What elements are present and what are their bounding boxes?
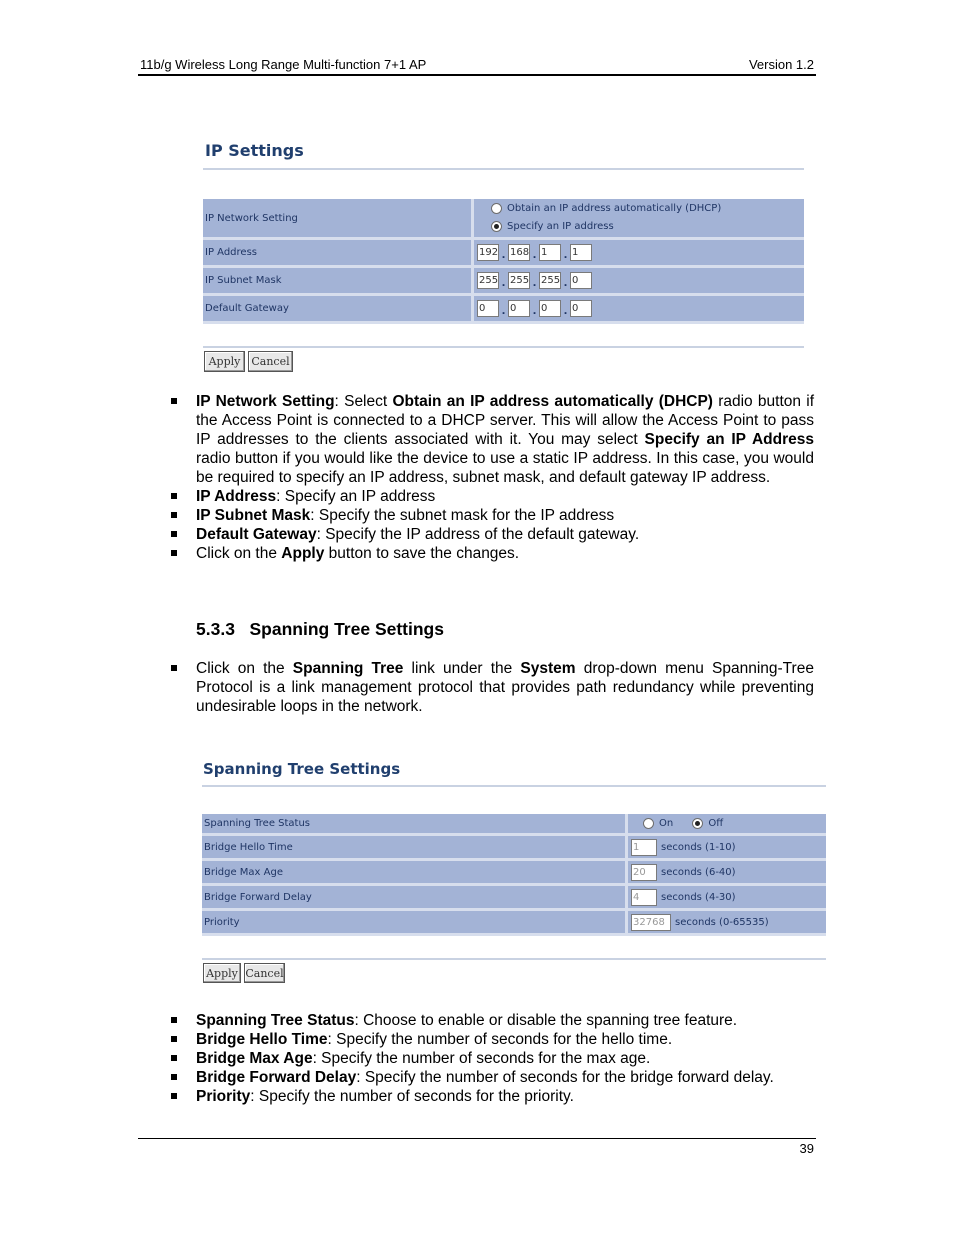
stp-settings-bullets bbox=[169, 1011, 814, 1106]
list-item: Default Gateway: Specify the IP address of the default gateway. bbox=[169, 525, 814, 544]
list-item: Spanning Tree Status: Choose to enable or disable the spanning tree feature. bbox=[169, 1011, 814, 1030]
max-age-input[interactable]: 20 bbox=[631, 864, 657, 881]
gateway-octet-2[interactable]: 0 bbox=[508, 300, 530, 317]
ip-address-fields: 192 . 168 . 1 . 1 bbox=[474, 240, 804, 268]
gateway-octet-3[interactable]: 0 bbox=[539, 300, 561, 317]
page-header-version: Version 1.2 bbox=[748, 57, 814, 72]
priority-input[interactable]: 32768 bbox=[631, 914, 671, 931]
subnet-mask-octet-1[interactable]: 255 bbox=[477, 272, 499, 289]
stp-off-option[interactable] bbox=[692, 818, 723, 829]
ip-address-octet-3[interactable]: 1 bbox=[539, 244, 561, 261]
dhcp-option[interactable] bbox=[491, 200, 804, 218]
gateway-octet-4[interactable]: 0 bbox=[570, 300, 592, 317]
stp-off-radio-icon[interactable] bbox=[692, 818, 703, 829]
list-item: IP Address: Specify an IP address bbox=[169, 487, 814, 506]
static-ip-option[interactable] bbox=[491, 218, 804, 236]
ip-settings-title-rule bbox=[203, 168, 804, 170]
ip-address-label: IP Address bbox=[203, 240, 474, 268]
ip-address-octet-1[interactable]: 192 bbox=[477, 244, 499, 261]
subnet-mask-label: IP Subnet Mask bbox=[203, 268, 474, 296]
stp-status-options bbox=[628, 814, 826, 836]
subnet-mask-fields: 255 . 255 . 255 . 0 bbox=[474, 268, 804, 296]
stp-on-label: On bbox=[659, 818, 674, 830]
stp-status-label: Spanning Tree Status bbox=[202, 814, 628, 836]
stp-settings-bottom-rule bbox=[202, 958, 826, 960]
page-header-title: 11b/g Wireless Long Range Multi-function 7+1 AP bbox=[140, 57, 427, 72]
section-heading: 5.3.3 Spanning Tree Settings bbox=[196, 619, 444, 639]
stp-settings-title: Spanning Tree Settings bbox=[203, 760, 401, 778]
stp-cancel-button[interactable]: Cancel bbox=[244, 963, 285, 983]
subnet-mask-octet-3[interactable]: 255 bbox=[539, 272, 561, 289]
stp-settings-title-rule bbox=[202, 785, 826, 787]
ip-network-setting-options bbox=[474, 199, 804, 240]
ip-settings-title: IP Settings bbox=[205, 141, 304, 160]
list-item: Click on the Spanning Tree link under the System drop-down menu Spanning-Tree Protocol is a link management protocol that provides path redundancy while preventing undesirable loops in the network. bbox=[169, 659, 814, 716]
stp-off-label: Off bbox=[708, 818, 724, 830]
priority-field bbox=[628, 911, 826, 936]
list-item: Bridge Max Age: Specify the number of seconds for the max age. bbox=[169, 1049, 814, 1068]
ip-cancel-button[interactable]: Cancel bbox=[248, 351, 293, 372]
ip-settings-form bbox=[203, 199, 804, 324]
static-ip-option-label: Specify an IP address bbox=[507, 221, 614, 232]
gateway-octet-1[interactable]: 0 bbox=[477, 300, 499, 317]
ip-network-setting-label: IP Network Setting bbox=[203, 199, 474, 240]
forward-delay-input[interactable]: 4 bbox=[631, 889, 657, 906]
subnet-mask-octet-4[interactable]: 0 bbox=[570, 272, 592, 289]
ip-apply-button[interactable]: Apply bbox=[204, 351, 245, 372]
default-gateway-label: Default Gateway bbox=[203, 296, 474, 324]
page-number: 39 bbox=[799, 1141, 814, 1156]
dhcp-option-label: Obtain an IP address automatically (DHCP) bbox=[507, 203, 722, 214]
hello-time-input[interactable]: 1 bbox=[631, 839, 657, 856]
ip-settings-bullets bbox=[169, 392, 814, 563]
list-item: Bridge Forward Delay: Specify the number of seconds for the bridge forward delay. bbox=[169, 1068, 814, 1087]
max-age-field bbox=[628, 861, 826, 886]
stp-on-radio-icon[interactable] bbox=[643, 818, 654, 829]
static-ip-radio-icon[interactable] bbox=[491, 221, 502, 232]
stp-settings-form bbox=[202, 814, 826, 936]
forward-delay-field bbox=[628, 886, 826, 911]
dhcp-radio-icon[interactable] bbox=[491, 203, 502, 214]
priority-label: Priority bbox=[202, 911, 628, 936]
stp-on-option[interactable] bbox=[643, 818, 673, 829]
list-item: Click on the Apply button to save the changes. bbox=[169, 544, 814, 563]
list-item: Bridge Hello Time: Specify the number of seconds for the hello time. bbox=[169, 1030, 814, 1049]
hello-time-unit: seconds (1-10) bbox=[661, 841, 736, 853]
ip-settings-bottom-rule bbox=[203, 346, 804, 348]
list-item: IP Subnet Mask: Specify the subnet mask for the IP address bbox=[169, 506, 814, 525]
max-age-label: Bridge Max Age bbox=[202, 861, 628, 886]
max-age-unit: seconds (6-40) bbox=[661, 866, 736, 878]
header-rule bbox=[138, 74, 816, 76]
stp-intro bbox=[169, 659, 814, 716]
ip-address-octet-4[interactable]: 1 bbox=[570, 244, 592, 261]
footer-rule bbox=[138, 1138, 816, 1139]
forward-delay-label: Bridge Forward Delay bbox=[202, 886, 628, 911]
ip-address-octet-2[interactable]: 168 bbox=[508, 244, 530, 261]
hello-time-label: Bridge Hello Time bbox=[202, 836, 628, 861]
hello-time-field bbox=[628, 836, 826, 861]
subnet-mask-octet-2[interactable]: 255 bbox=[508, 272, 530, 289]
stp-apply-button[interactable]: Apply bbox=[203, 963, 241, 983]
default-gateway-fields: 0 . 0 . 0 . 0 bbox=[474, 296, 804, 324]
list-item: Priority: Specify the number of seconds for the priority. bbox=[169, 1087, 814, 1106]
forward-delay-unit: seconds (4-30) bbox=[661, 891, 736, 903]
priority-unit: seconds (0-65535) bbox=[675, 916, 769, 928]
list-item: IP Network Setting: Select Obtain an IP address automatically (DHCP) radio button if the Access Point is connected to a DHCP server. This will allow the Access Point to pass IP addresses to the clients associated with it. You may select Specify an IP Address radio button if you would like the device to use a static IP address. In this case, you would be required to specify an IP address, subnet mask, and default gateway IP address. bbox=[169, 392, 814, 487]
